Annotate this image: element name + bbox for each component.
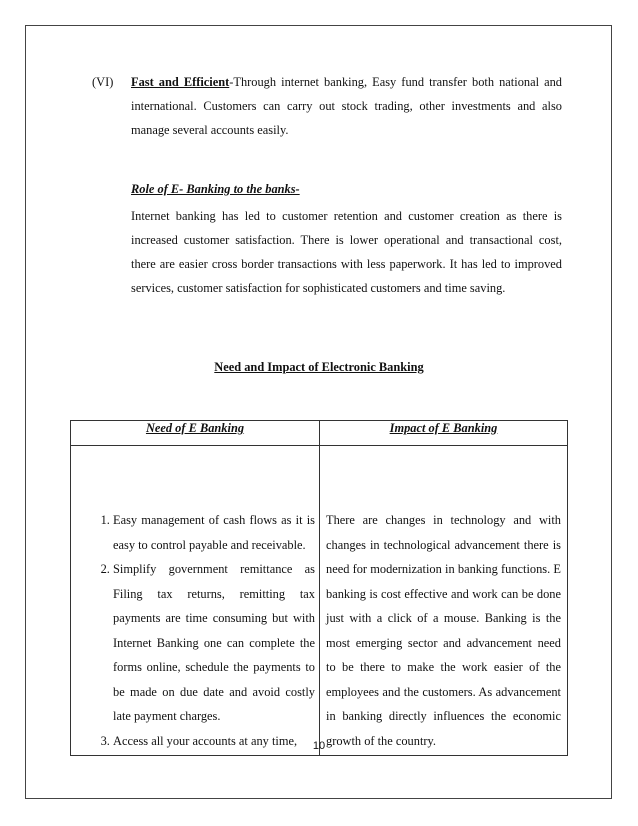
list-item: 1. Easy management of cash flows as it is easy to control payable and receivable. xyxy=(113,508,315,557)
section-vi-paragraph xyxy=(131,70,562,142)
section-vi-text: -Through internet banking, Easy fund transfer both national and international. Customers can carry out stock trading, other investments and also manage several accounts easily. xyxy=(131,75,562,137)
need-list xyxy=(71,508,319,753)
need-cell xyxy=(71,446,320,756)
table-row xyxy=(71,446,568,756)
role-heading: Role of E- Banking to the banks- xyxy=(131,182,300,196)
header-need: Need of E Banking xyxy=(71,421,320,446)
impact-cell xyxy=(320,446,568,756)
section-vi-heading: Fast and Efficient xyxy=(131,75,230,89)
list-item: 2. Simplify government remittance as Filing tax returns, remitting tax payments are time consuming but with Internet Banking one can complete the forms online, schedule the payments to be made on due date and avoid costly late payment charges. xyxy=(113,557,315,729)
impact-text: There are changes in technology and with changes in technological advancement there is need for modernization in banking functions. E banking is cost effective and work can be done just with a click of a mouse. Banking is the most emerging sector and advancement need to be there to make the work easier of the employees and the customers. As advancement in banking directly influences the economic growth of the country. xyxy=(326,513,561,748)
section-title: Need and Impact of Electronic Banking xyxy=(214,360,424,374)
need-impact-table xyxy=(70,420,568,756)
header-impact: Impact of E Banking xyxy=(320,421,568,446)
list-item: 3. Access all your accounts at any time, xyxy=(113,729,315,754)
table-header-row xyxy=(71,421,568,446)
section-marker: (VI) xyxy=(92,75,114,89)
page-number: 10 xyxy=(312,740,326,752)
role-heading-block xyxy=(131,177,562,201)
role-paragraph: Internet banking has led to customer retention and customer creation as there is increased customer satisfaction. There is lower operational and transactional cost, there are easier cross border transactions with less paperwork. It has led to improved services, customer satisfaction for sophisticated customers and time saving. xyxy=(131,209,562,295)
